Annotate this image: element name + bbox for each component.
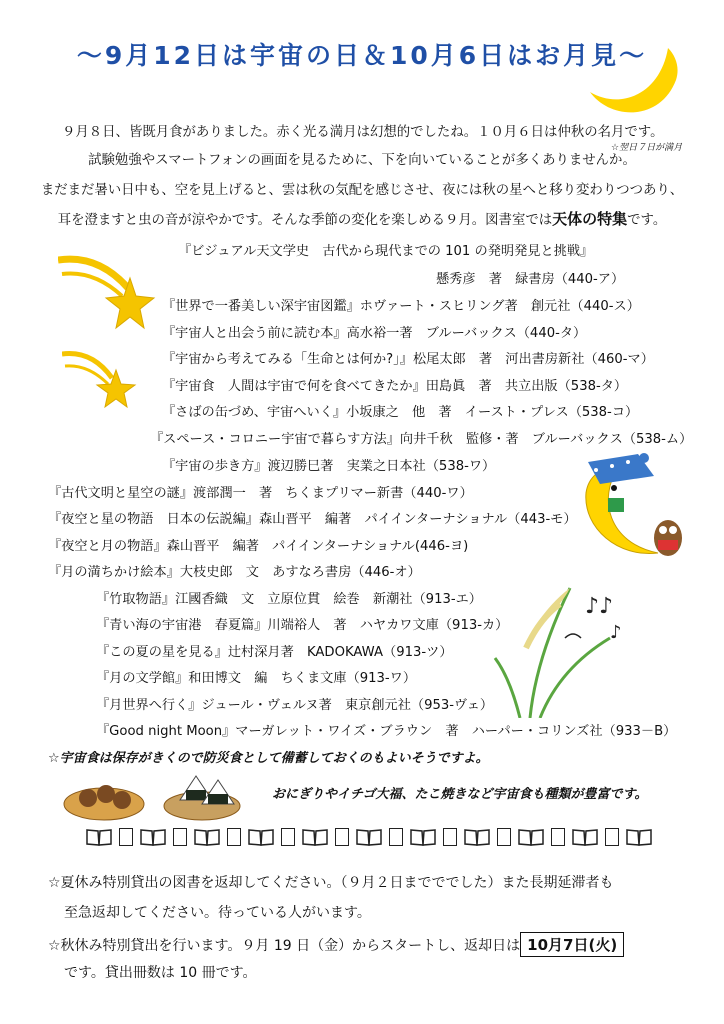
- book-item: 『この夏の星を見る』辻村深月著 KADOKAWA（913-ツ）: [96, 645, 453, 660]
- book-item: 懸秀彦 著 緑書房（440-ア）: [436, 272, 625, 287]
- book-divider: [86, 828, 652, 846]
- open-book-icon: [86, 828, 112, 846]
- book-item: 『月の文学館』和田博文 編 ちくま文庫（913-ワ）: [96, 671, 417, 686]
- book-item: 『ビジュアル天文学史 古代から現代までの 101 の発明発見と挑戦』: [178, 244, 594, 259]
- book-item: 『さばの缶づめ、宇宙へいく』小坂康之 他 著 イースト・プレス（538-コ）: [162, 405, 639, 420]
- book-spine-icon: [551, 828, 565, 846]
- open-book-icon: [248, 828, 274, 846]
- open-book-icon: [140, 828, 166, 846]
- moon-reading-icon: [578, 448, 688, 558]
- shooting-star-small-icon: [62, 346, 142, 416]
- book-spine-icon: [119, 828, 133, 846]
- book-spine-icon: [281, 828, 295, 846]
- intro-line-2: 試験勉強やスマートフォンの画面を見るために、下を向いていることが多くありませんか。: [88, 153, 636, 168]
- svg-text:♪♪: ♪♪: [585, 594, 614, 619]
- crescent-moon-icon: [590, 40, 680, 120]
- notice-autumn-line-1: [48, 932, 624, 957]
- open-book-icon: [302, 828, 328, 846]
- open-book-icon: [572, 828, 598, 846]
- notice-return-line-1: ☆夏休み特別貸出の図書を返却してください。（９月２日までででした）また長期延滞者も: [48, 875, 614, 891]
- book-item: 『古代文明と星空の謎』渡部潤一 著 ちくまプリマー新書（440-ワ）: [48, 486, 473, 501]
- open-book-icon: [626, 828, 652, 846]
- open-book-icon: [518, 828, 544, 846]
- book-spine-icon: [389, 828, 403, 846]
- intro-line-4: [0, 212, 724, 227]
- book-item: 『青い海の宇宙港 春夏篇』川端裕人 著 ハヤカワ文庫（913-カ）: [96, 618, 509, 633]
- food-illustration-icon: [62, 770, 252, 824]
- book-item: 『宇宙の歩き方』渡辺勝巳著 実業之日本社（538-ワ）: [162, 459, 496, 474]
- book-spine-icon: [443, 828, 457, 846]
- intro-text-end: です。: [627, 213, 667, 228]
- book-item: 『夜空と月の物語』森山晋平 編著 パイインターナショナル(446-ヨ): [48, 539, 469, 554]
- book-spine-icon: [173, 828, 187, 846]
- book-spine-icon: [227, 828, 241, 846]
- open-book-icon: [356, 828, 382, 846]
- book-item: 『竹取物語』江國香織 文 立原位貫 絵巻 新潮社（913-エ）: [96, 592, 482, 607]
- shooting-star-icon: [58, 248, 158, 338]
- book-item: 『月世界へ行く』ジュール・ヴェルヌ著 東京創元社（953-ヴェ）: [96, 698, 494, 713]
- page-title: ～9月12日は宇宙の日＆10月6日はお月見～: [76, 41, 648, 70]
- notice-autumn-text: ☆秋休み特別貸出を行います。９月 19 日（金）からスタートし、返却日は: [48, 938, 521, 954]
- open-book-icon: [410, 828, 436, 846]
- book-item: 『Good night Moon』マーガレット・ワイズ・ブラウン 著 ハーパー・コリンズ社（933－B）: [96, 724, 677, 739]
- book-item: 『スペース・コロニー宇宙で暮らす方法』向井千秋 監修・著 ブルーバックス（538-ム）: [150, 432, 693, 447]
- intro-line-1: ９月８日、皆既月食がありました。赤く光る満月は幻想的でしたね。１０月６日は仲秋の名月です。: [62, 125, 664, 140]
- open-book-icon: [194, 828, 220, 846]
- svg-text:♪: ♪: [610, 622, 622, 643]
- full-moon-note: ☆翌日７日が満月: [611, 143, 683, 153]
- space-food-line-2: おにぎりやイチゴ大福、たこ焼きなど宇宙食も種類が豊富です。: [272, 787, 648, 802]
- space-food-line-1: ☆宇宙食は保存がきくので防災食として備蓄しておくのもよいそうですよ。: [48, 751, 489, 766]
- book-item: 『宇宙食 人間は宇宙で何を食べてきたか』田島眞 著 共立出版（538-タ）: [162, 379, 628, 394]
- book-item: 『宇宙から考えてみる「生命とは何か?」』松尾太郎 著 河出書房新社（460-マ）: [162, 352, 654, 367]
- book-item: 『宇宙人と出会う前に読む本』高水裕一著 ブルーバックス（440-タ）: [162, 326, 587, 341]
- notice-autumn-line-2: です。貸出冊数は 10 冊です。: [64, 965, 257, 981]
- book-item: 『月の満ちかけ絵本』大枝史郎 文 あすなろ書房（446-オ）: [48, 565, 421, 580]
- book-item: 『夜空と星の物語 日本の伝説編』森山晋平 編著 パイインターナショナル（443-モ）: [48, 512, 577, 527]
- open-book-icon: [464, 828, 490, 846]
- pampas-grass-icon: [490, 568, 660, 718]
- book-spine-icon: [335, 828, 349, 846]
- intro-line-3: まだまだ暑い日中も、空を見上げると、雲は秋の気配を感じさせ、夜には秋の星へと移り変わりつつあり、: [40, 183, 684, 198]
- return-date-box: 10月7日(火): [520, 932, 624, 957]
- intro-text: 耳を澄ますと虫の音が涼やかです。そんな季節の変化を楽しめる９月。図書室では: [57, 213, 553, 228]
- book-spine-icon: [605, 828, 619, 846]
- notice-return-line-2: 至急返却してください。待っている人がいます。: [64, 905, 371, 921]
- book-item: 『世界で一番美しい深宇宙図鑑』ホヴァート・スヒリング著 創元社（440-ス）: [162, 299, 640, 314]
- book-spine-icon: [497, 828, 511, 846]
- feature-title: 天体の特集: [552, 210, 628, 228]
